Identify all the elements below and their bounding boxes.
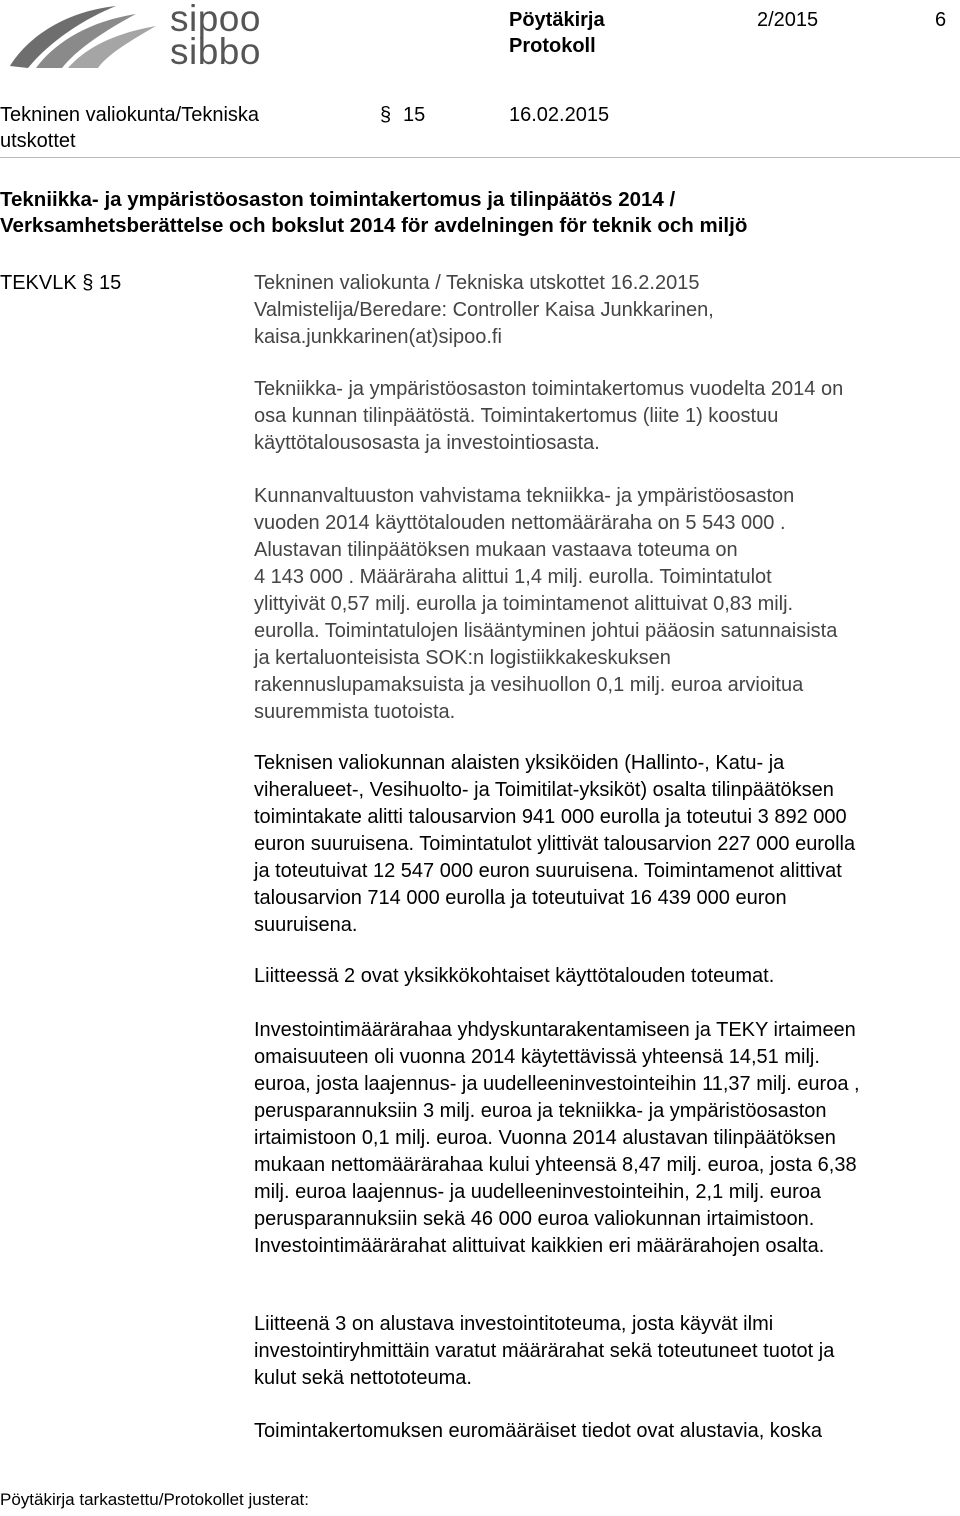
committee-name-line1: Tekninen valiokunta/Tekniska: [0, 104, 260, 126]
paragraph-4: [254, 963, 959, 990]
paragraph-7: [254, 1418, 959, 1445]
paragraph-line: käyttötalousosasta ja investointiosasta.: [254, 432, 600, 454]
page-number: 6: [935, 9, 947, 31]
sipoo-sibbo-logo: [6, 0, 266, 72]
paragraph-line: vuoden 2014 käyttötalouden nettomääräraha on 5 543 000 .: [254, 512, 786, 534]
section-number: 15: [403, 104, 426, 126]
doc-type-sv: Protokoll: [509, 35, 596, 57]
paragraph-line: Tekniikka- ja ympäristöosaston toimintakertomus vuodelta 2014 on: [254, 378, 844, 400]
paragraph-line: ja toteutuivat 12 547 000 euron suuruisena. Toimintamenot alittivat: [254, 860, 842, 882]
item-meeting-line: Tekninen valiokunta / Tekniska utskottet 16.2.2015: [254, 272, 700, 294]
item-code-text: TEKVLK: [0, 272, 77, 294]
committee-name-line2: utskottet: [0, 130, 76, 152]
item-section-symbol: §: [82, 272, 94, 294]
logo-text-sipoo: sipoo: [170, 0, 261, 39]
paragraph-line: Liitteessä 2 ovat yksikkökohtaiset käyttötalouden toteumat.: [254, 965, 775, 987]
paragraph-line: ja kertaluonteisista SOK:n logistiikkakeskuksen: [254, 647, 671, 669]
swoosh-logo-icon: [6, 0, 166, 72]
paragraph-6: [254, 1311, 959, 1392]
issue-number: 2/2015: [757, 9, 819, 31]
section-symbol: §: [380, 104, 392, 126]
paragraph-line: 4 143 000 . Määräraha alittui 1,4 milj. eurolla. Toimintatulot: [254, 566, 772, 588]
agenda-title: [0, 187, 950, 239]
paragraph-line: Toimintakertomuksen euromääräiset tiedot ovat alustavia, koska: [254, 1420, 823, 1442]
header-divider: [0, 157, 960, 158]
paragraph-line: Alustavan tilinpäätöksen mukaan vastaava toteuma on: [254, 539, 738, 561]
paragraph-line: viheralueet-, Vesihuolto- ja Toimitilat-yksiköt) osalta tilinpäätöksen: [254, 779, 834, 801]
item-email-line: kaisa.junkkarinen(at)sipoo.fi: [254, 326, 502, 348]
paragraph-line: euron suuruisena. Toimintatulot ylittivät talousarvion 227 000 eurolla: [254, 833, 856, 855]
paragraph-line: kulut sekä nettototeuma.: [254, 1367, 472, 1389]
paragraph-line: suuruisena.: [254, 914, 358, 936]
paragraph-line: euroa, josta laajennus- ja uudelleeninvestointeihin 11,37 milj. euroa ,: [254, 1073, 860, 1095]
paragraph-line: Investointimäärärahaa yhdyskuntarakentamiseen ja TEKY irtaimeen: [254, 1019, 856, 1041]
paragraph-line: eurolla. Toimintatulojen lisääntyminen johtui pääosin satunnaisista: [254, 620, 838, 642]
item-preparer-line: Valmistelija/Beredare: Controller Kaisa Junkkarinen,: [254, 299, 714, 321]
meeting-date: 16.02.2015: [509, 104, 610, 126]
footer-verification: Pöytäkirja tarkastettu/Protokollet justerat:: [0, 1490, 309, 1509]
paragraph-line: Liitteenä 3 on alustava investointitoteuma, josta käyvät ilmi: [254, 1313, 774, 1335]
paragraph-line: Kunnanvaltuuston vahvistama tekniikka- ja ympäristöosaston: [254, 485, 795, 507]
paragraph-line: perusparannuksiin 3 milj. euroa ja tekniikka- ja ympäristöosaston: [254, 1100, 827, 1122]
paragraph-line: osa kunnan tilinpäätöstä. Toimintakertomus (liite 1) koostuu: [254, 405, 779, 427]
paragraph-1: [254, 376, 959, 457]
agenda-title-line1: Tekniikka- ja ympäristöosaston toimintakertomus ja tilinpäätös 2014 /: [0, 188, 676, 211]
paragraph-3: [254, 750, 959, 939]
doc-type-fi: Pöytäkirja: [509, 9, 605, 31]
paragraph-line: investointiryhmittäin varatut määrärahat sekä toteutuneet tuotot ja: [254, 1340, 835, 1362]
paragraph-line: talousarvion 714 000 eurolla ja toteutuivat 16 439 000 euron: [254, 887, 787, 909]
paragraph-5: [254, 1017, 959, 1260]
paragraph-line: irtaimistoon 0,1 milj. euroa. Vuonna 2014 alustavan tilinpäätöksen: [254, 1127, 836, 1149]
item-code: [0, 270, 121, 296]
item-preparer-block: [254, 270, 959, 351]
paragraph-line: Teknisen valiokunnan alaisten yksiköiden (Hallinto-, Katu- ja: [254, 752, 785, 774]
paragraph-line: perusparannuksiin sekä 46 000 euroa valiokunnan irtaimistoon.: [254, 1208, 815, 1230]
logo-text-sibbo: sibbo: [170, 31, 261, 72]
agenda-title-line2: Verksamhetsberättelse och bokslut 2014 för avdelningen för teknik och miljö: [0, 214, 748, 237]
paragraph-line: omaisuuteen oli vuonna 2014 käytettävissä yhteensä 14,51 milj.: [254, 1046, 820, 1068]
paragraph-line: suuremmista tuotoista.: [254, 701, 456, 723]
paragraph-line: rakennuslupamaksuista ja vesihuollon 0,1 milj. euroa arvioitua: [254, 674, 804, 696]
paragraph-line: toimintakate alitti talousarvion 941 000 eurolla ja toteutui 3 892 000: [254, 806, 847, 828]
paragraph-line: ylittyivät 0,57 milj. eurolla ja toimintamenot alittuivat 0,83 milj.: [254, 593, 794, 615]
paragraph-line: mukaan nettomäärärahaa kului yhteensä 8,47 milj. euroa, josta 6,38: [254, 1154, 857, 1176]
paragraph-2: [254, 483, 959, 726]
paragraph-line: Investointimäärärahat alittuivat kaikkien eri määrärahojen osalta.: [254, 1235, 825, 1257]
paragraph-line: milj. euroa laajennus- ja uudelleeninvestointeihin, 2,1 milj. euroa: [254, 1181, 822, 1203]
item-section-number: 15: [98, 272, 122, 294]
